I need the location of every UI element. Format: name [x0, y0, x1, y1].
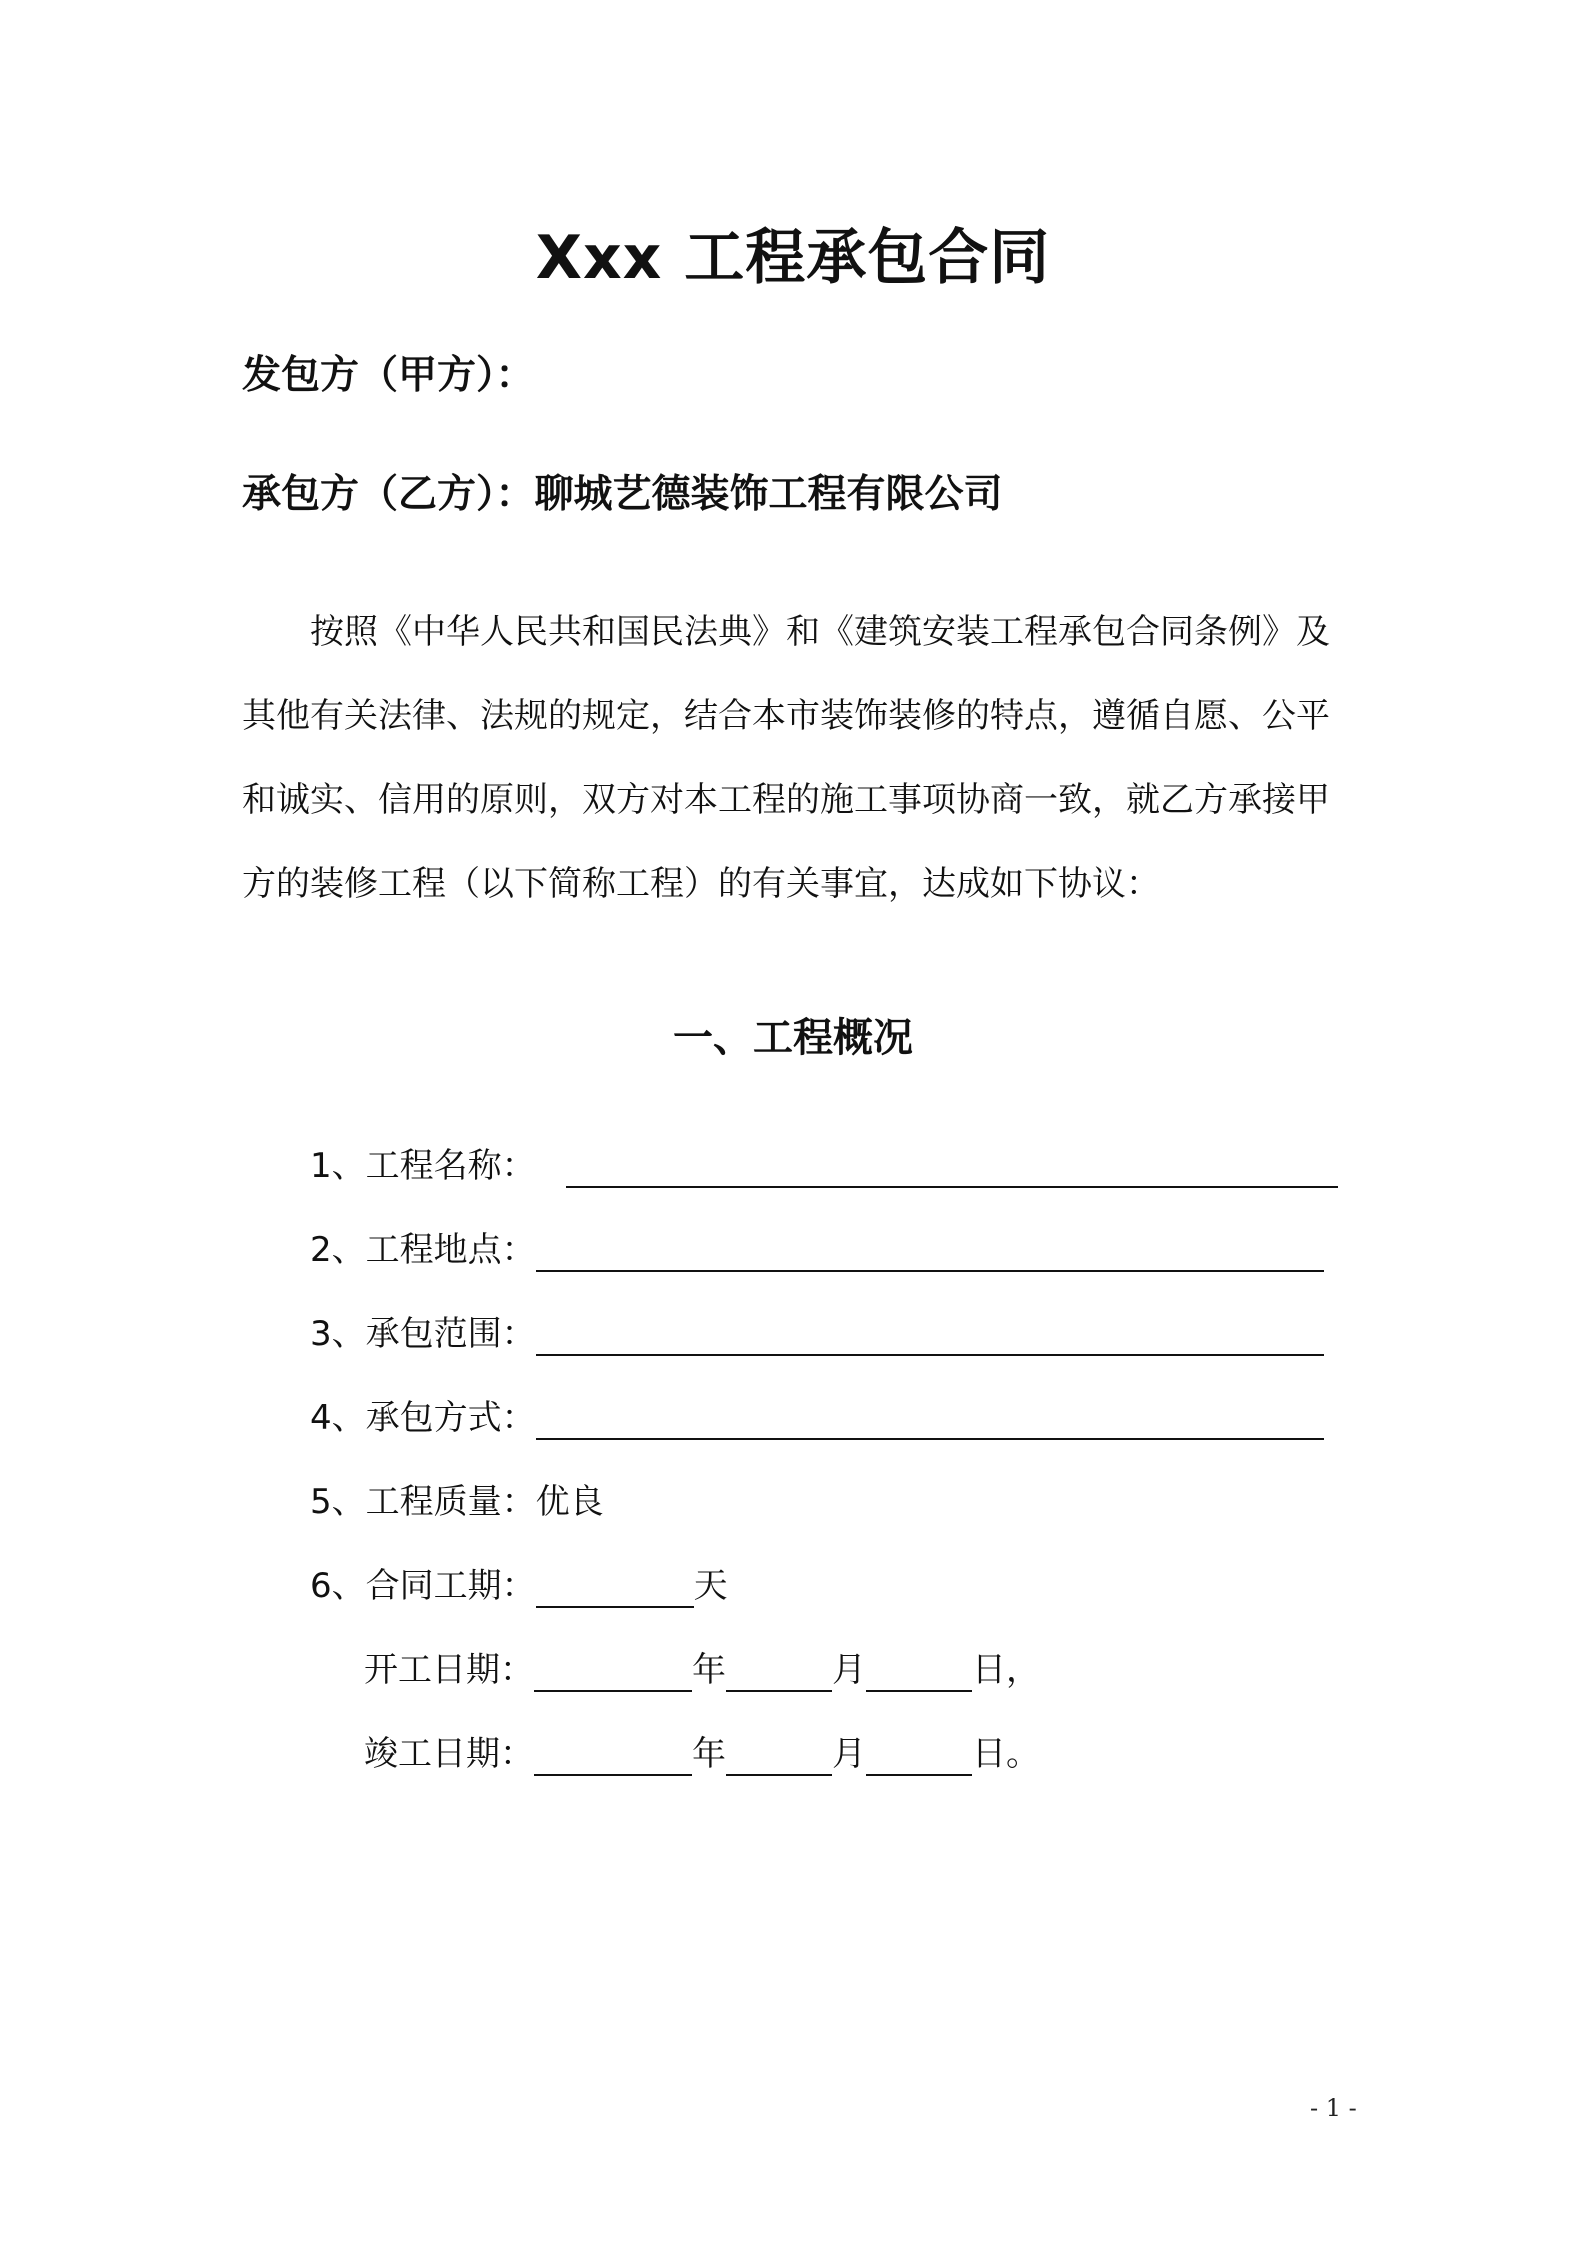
party-a-line: 发包方（甲方）：	[242, 353, 535, 398]
contract-scope-item	[310, 1304, 1324, 1364]
contract-scope-label: 3、承包范围：	[310, 1314, 536, 1354]
project-location-label: 2、工程地点：	[310, 1230, 536, 1270]
start-day-blank[interactable]	[866, 1646, 972, 1692]
start-date-item	[364, 1640, 1040, 1700]
contract-method-item	[310, 1388, 1324, 1448]
month-unit: 月	[832, 1650, 866, 1690]
period-unit: 天	[693, 1566, 728, 1606]
intro-paragraph	[242, 590, 1352, 926]
end-date-label: 竣工日期：	[364, 1734, 534, 1774]
end-year-blank[interactable]	[534, 1730, 692, 1776]
intro-line: 其他有关法律、法规的规定，结合本市装饰装修的特点，遵循自愿、公平	[242, 696, 1330, 736]
end-month-blank[interactable]	[726, 1730, 832, 1776]
contract-method-blank[interactable]	[536, 1394, 1324, 1440]
contract-period-blank[interactable]	[536, 1562, 694, 1608]
intro-line: 方的装修工程（以下简称工程）的有关事宜，达成如下协议：	[242, 864, 1160, 904]
end-day-blank[interactable]	[866, 1730, 972, 1776]
party-b-line: 承包方（乙方）：聊城艺德装饰工程有限公司	[242, 472, 1003, 517]
project-name-item	[310, 1136, 1338, 1196]
start-year-blank[interactable]	[534, 1646, 692, 1692]
intro-line: 按照《中华人民共和国民法典》和《建筑安装工程承包合同条例》及	[310, 612, 1330, 652]
year-unit: 年	[692, 1734, 726, 1774]
project-location-item	[310, 1220, 1324, 1280]
start-month-blank[interactable]	[726, 1646, 832, 1692]
contract-period-item	[310, 1556, 728, 1616]
section-heading: 一、工程概况	[673, 1015, 913, 1061]
intro-line: 和诚实、信用的原则，双方对本工程的施工事项协商一致，就乙方承接甲	[242, 780, 1330, 820]
project-quality-label: 5、工程质量：优良	[310, 1482, 604, 1522]
page-number: - 1 -	[1310, 2094, 1357, 2122]
day-unit: 日。	[972, 1734, 1040, 1774]
year-unit: 年	[692, 1650, 726, 1690]
project-name-label: 1、工程名称：	[310, 1146, 536, 1186]
project-quality-item	[310, 1472, 604, 1532]
month-unit: 月	[832, 1734, 866, 1774]
end-date-item	[364, 1724, 1040, 1784]
start-date-label: 开工日期：	[364, 1650, 534, 1690]
day-unit: 日，	[972, 1650, 1040, 1690]
document-title: Xxx 工程承包合同	[535, 223, 1051, 293]
contract-scope-blank[interactable]	[536, 1310, 1324, 1356]
contract-period-label: 6、合同工期：	[310, 1566, 536, 1606]
project-name-blank[interactable]	[566, 1142, 1338, 1188]
contract-method-label: 4、承包方式：	[310, 1398, 536, 1438]
project-location-blank[interactable]	[536, 1226, 1324, 1272]
